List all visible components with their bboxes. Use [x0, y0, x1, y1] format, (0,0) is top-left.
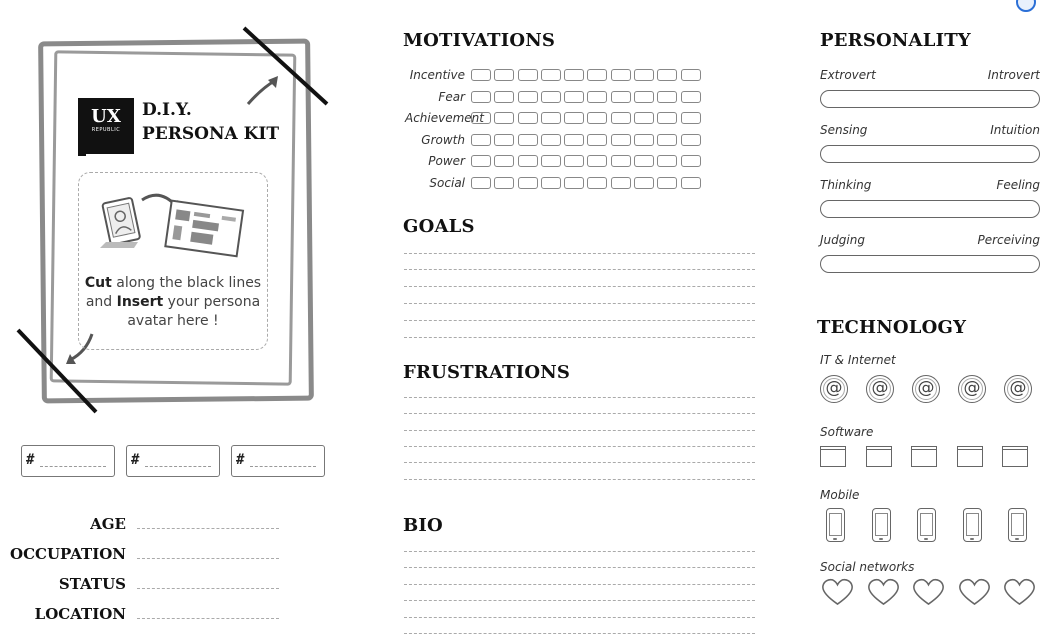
motivation-label: Power: [428, 154, 465, 168]
personality-heading: PERSONALITY: [820, 30, 971, 51]
goals-heading: GOALS: [403, 216, 475, 237]
goals-line[interactable]: [404, 269, 755, 270]
arrow-head-top-icon: [268, 76, 278, 88]
corner-badge-icon[interactable]: [1016, 0, 1036, 12]
cut-rest: along the black lines: [111, 275, 262, 291]
scale-right-label: Intuition: [990, 123, 1040, 137]
heart-icon[interactable]: [867, 578, 900, 606]
status-field[interactable]: [137, 588, 279, 589]
motivation-cell[interactable]: [494, 134, 514, 146]
motivation-scale: [471, 91, 704, 103]
motivation-cell[interactable]: [518, 112, 538, 124]
goals-line[interactable]: [404, 320, 755, 321]
kit-title-line1: D.I.Y.: [142, 100, 192, 120]
tech-label-mobile: Mobile: [820, 488, 860, 502]
motivation-cell[interactable]: [634, 134, 654, 146]
motivation-cell[interactable]: [564, 177, 584, 189]
at-sign-icon[interactable]: @: [1004, 375, 1032, 403]
scale-left-label: Judging: [820, 233, 865, 247]
motivation-scale: [471, 134, 704, 146]
phone-icon[interactable]: [826, 508, 845, 542]
motivation-cell[interactable]: [564, 69, 584, 81]
tech-label-software: Software: [820, 425, 874, 439]
frustrations-line[interactable]: [404, 397, 755, 398]
motivation-cell[interactable]: [471, 69, 491, 81]
motivation-cell[interactable]: [518, 177, 538, 189]
motivation-cell[interactable]: [471, 112, 491, 124]
at-sign-icon[interactable]: @: [866, 375, 894, 403]
phone-icon[interactable]: [872, 508, 891, 542]
occupation-field[interactable]: [137, 558, 279, 559]
age-field[interactable]: [137, 528, 279, 529]
motivation-cell[interactable]: [681, 155, 701, 167]
motivation-cell[interactable]: [657, 69, 677, 81]
bio-line[interactable]: [404, 567, 755, 568]
cut-line-top-right: [244, 28, 327, 104]
motivation-cell[interactable]: [587, 91, 607, 103]
logo-republic-text: REPUBLIC: [91, 127, 121, 133]
motivation-cell[interactable]: [681, 177, 701, 189]
motivation-cell[interactable]: [611, 91, 631, 103]
insert-rest: your persona: [163, 294, 261, 310]
motivation-cell[interactable]: [634, 91, 654, 103]
avatar-line: avatar here !: [127, 313, 219, 329]
scale-left-label: Thinking: [820, 178, 872, 192]
motivation-cell[interactable]: [634, 155, 654, 167]
motivation-cell[interactable]: [518, 134, 538, 146]
motivation-cell[interactable]: [634, 69, 654, 81]
scale-left-label: Sensing: [820, 123, 868, 137]
bio-line[interactable]: [404, 584, 755, 585]
frustrations-heading: FRUSTRATIONS: [403, 362, 571, 383]
tag-hash: #: [236, 452, 245, 468]
location-field[interactable]: [137, 618, 279, 619]
motivation-cell[interactable]: [518, 69, 538, 81]
avatar-illustration-icon: [98, 190, 248, 262]
bio-line[interactable]: [404, 600, 755, 601]
personality-slider-extrovert-introvert[interactable]: [820, 90, 1040, 108]
cut-word: Cut: [84, 275, 112, 291]
at-sign-icon[interactable]: @: [820, 375, 848, 403]
occupation-label: OCCUPATION: [10, 545, 126, 563]
heart-icon[interactable]: [958, 578, 991, 606]
motivation-cell[interactable]: [494, 69, 514, 81]
motivation-cell[interactable]: [634, 112, 654, 124]
motivation-cell[interactable]: [541, 112, 561, 124]
goals-line[interactable]: [404, 286, 755, 287]
motivation-cell[interactable]: [471, 155, 491, 167]
frustrations-line[interactable]: [404, 462, 755, 463]
motivations-heading: MOTIVATIONS: [403, 30, 556, 51]
personality-slider-thinking-feeling[interactable]: [820, 200, 1040, 218]
technology-heading: TECHNOLOGY: [817, 317, 967, 338]
insert-word: Insert: [116, 294, 164, 310]
motivation-cell[interactable]: [471, 91, 491, 103]
frustrations-line[interactable]: [404, 446, 755, 447]
motivation-cell[interactable]: [518, 155, 538, 167]
kit-title-line2: PERSONA KIT: [142, 124, 279, 144]
cut-instruction: [78, 274, 268, 331]
motivation-cell[interactable]: [541, 69, 561, 81]
motivation-cell[interactable]: [587, 112, 607, 124]
motivation-cell[interactable]: [587, 177, 607, 189]
phone-icon[interactable]: [917, 508, 936, 542]
window-icon[interactable]: [820, 446, 846, 467]
window-icon[interactable]: [911, 446, 937, 467]
motivation-cell[interactable]: [657, 177, 677, 189]
scale-left-label: Extrovert: [820, 68, 876, 82]
window-icon[interactable]: [866, 446, 892, 467]
at-sign-icon[interactable]: @: [912, 375, 940, 403]
phone-icon[interactable]: [963, 508, 982, 542]
personality-slider-judging-perceiving[interactable]: [820, 255, 1040, 273]
motivation-cell[interactable]: [634, 177, 654, 189]
social-rating: [821, 578, 1040, 606]
status-label: STATUS: [58, 575, 126, 593]
tag-field-2[interactable]: [126, 445, 220, 477]
motivation-label: Social: [429, 176, 465, 190]
tag-field-3[interactable]: [231, 445, 325, 477]
motivation-cell[interactable]: [611, 155, 631, 167]
and-word: and: [85, 294, 117, 310]
motivation-cell[interactable]: [541, 177, 561, 189]
motivation-label: Fear: [438, 90, 465, 104]
tech-label-internet: IT & Internet: [820, 353, 896, 367]
motivation-scale: [471, 112, 704, 124]
ux-republic-logo: [78, 98, 134, 154]
motivation-cell[interactable]: [564, 112, 584, 124]
motivation-cell[interactable]: [681, 134, 701, 146]
tag-hash: #: [26, 452, 35, 468]
bio-line[interactable]: [404, 551, 755, 552]
software-rating: [820, 446, 1040, 467]
motivation-cell[interactable]: [657, 155, 677, 167]
motivation-scale: [471, 177, 704, 189]
window-icon[interactable]: [1002, 446, 1028, 467]
heart-icon[interactable]: [821, 578, 854, 606]
motivation-cell[interactable]: [681, 112, 701, 124]
motivation-cell[interactable]: [611, 112, 631, 124]
motivation-cell[interactable]: [494, 155, 514, 167]
frustrations-line[interactable]: [404, 479, 755, 480]
motivation-cell[interactable]: [657, 112, 677, 124]
age-label: AGE: [90, 515, 126, 533]
at-sign-icon[interactable]: @: [958, 375, 986, 403]
goals-line[interactable]: [404, 337, 755, 338]
logo-tab: [78, 148, 86, 156]
bio-heading: BIO: [403, 515, 443, 536]
frustrations-line[interactable]: [404, 430, 755, 431]
location-label: LOCATION: [34, 605, 126, 623]
heart-icon[interactable]: [1003, 578, 1036, 606]
motivation-scale: [471, 155, 704, 167]
scale-right-label: Feeling: [996, 178, 1040, 192]
kit-title: [142, 98, 279, 146]
motivation-cell[interactable]: [494, 177, 514, 189]
motivation-cell[interactable]: [518, 91, 538, 103]
phone-icon[interactable]: [1008, 508, 1027, 542]
tech-label-social: Social networks: [820, 560, 915, 574]
motivation-cell[interactable]: [494, 91, 514, 103]
motivation-cell[interactable]: [681, 69, 701, 81]
motivation-cell[interactable]: [611, 69, 631, 81]
personality-slider-sensing-intuition[interactable]: [820, 145, 1040, 163]
motivation-cell[interactable]: [541, 91, 561, 103]
motivation-cell[interactable]: [494, 112, 514, 124]
goals-line[interactable]: [404, 253, 755, 254]
mobile-rating: [826, 508, 1040, 542]
scale-right-label: Perceiving: [977, 233, 1040, 247]
motivation-cell[interactable]: [657, 91, 677, 103]
motivation-cell[interactable]: [541, 134, 561, 146]
motivation-cell[interactable]: [564, 91, 584, 103]
motivation-label: Incentive: [409, 68, 465, 82]
bio-line[interactable]: [404, 633, 755, 634]
motivation-cell[interactable]: [564, 155, 584, 167]
motivation-cell[interactable]: [681, 91, 701, 103]
goals-line[interactable]: [404, 303, 755, 304]
motivation-cell[interactable]: [587, 69, 607, 81]
internet-rating: [820, 375, 1040, 403]
motivation-cell[interactable]: [611, 177, 631, 189]
motivation-cell[interactable]: [564, 134, 584, 146]
tag-hash: #: [131, 452, 140, 468]
motivation-label: Achievement: [405, 111, 484, 125]
motivation-cell[interactable]: [471, 177, 491, 189]
motivation-label: Growth: [421, 133, 465, 147]
motivation-scale: [471, 69, 704, 81]
window-icon[interactable]: [957, 446, 983, 467]
motivation-cell[interactable]: [657, 134, 677, 146]
motivation-cell[interactable]: [541, 155, 561, 167]
motivation-cell[interactable]: [471, 134, 491, 146]
motivation-cell[interactable]: [611, 134, 631, 146]
motivation-cell[interactable]: [587, 155, 607, 167]
tag-field-1[interactable]: [21, 445, 115, 477]
scale-right-label: Introvert: [987, 68, 1040, 82]
frustrations-line[interactable]: [404, 413, 755, 414]
motivation-cell[interactable]: [587, 134, 607, 146]
bio-line[interactable]: [404, 617, 755, 618]
logo-ux-text: UX: [91, 106, 121, 127]
heart-icon[interactable]: [912, 578, 945, 606]
